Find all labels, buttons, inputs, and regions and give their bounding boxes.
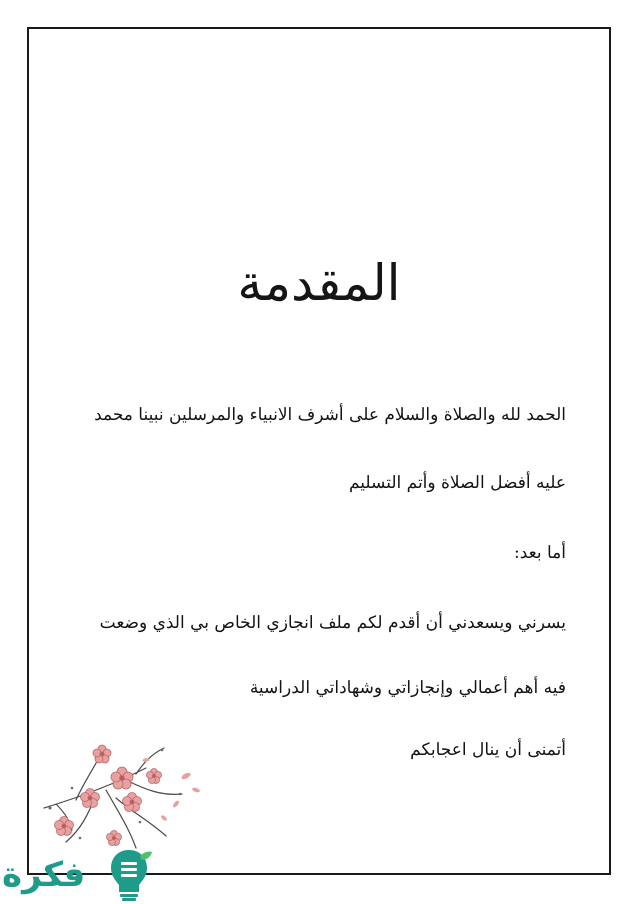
intro-line-2: عليه أفضل الصلاة وأتم التسليم: [348, 473, 566, 493]
flower-branch-icon: [36, 738, 206, 858]
intro-line-3: أما بعد:: [514, 543, 566, 563]
intro-line-1: الحمد لله والصلاة والسلام على أشرف الانبياء والمرسلين نبينا محمد: [94, 405, 566, 425]
intro-line-5: فيه أهم أعمالي وإنجازاتي وشهاداتي الدراسية: [249, 678, 566, 698]
intro-line-4: يسرني ويسعدني أن أقدم لكم ملف انجازي الخاص بي الذي وضعت: [99, 613, 566, 633]
page-title: المقدمة: [237, 254, 401, 312]
lightbulb-book-icon: [104, 846, 154, 904]
watermark-text: فكرة: [2, 855, 86, 895]
intro-line-6: أتمنى أن ينال اعجابكم: [410, 740, 566, 760]
